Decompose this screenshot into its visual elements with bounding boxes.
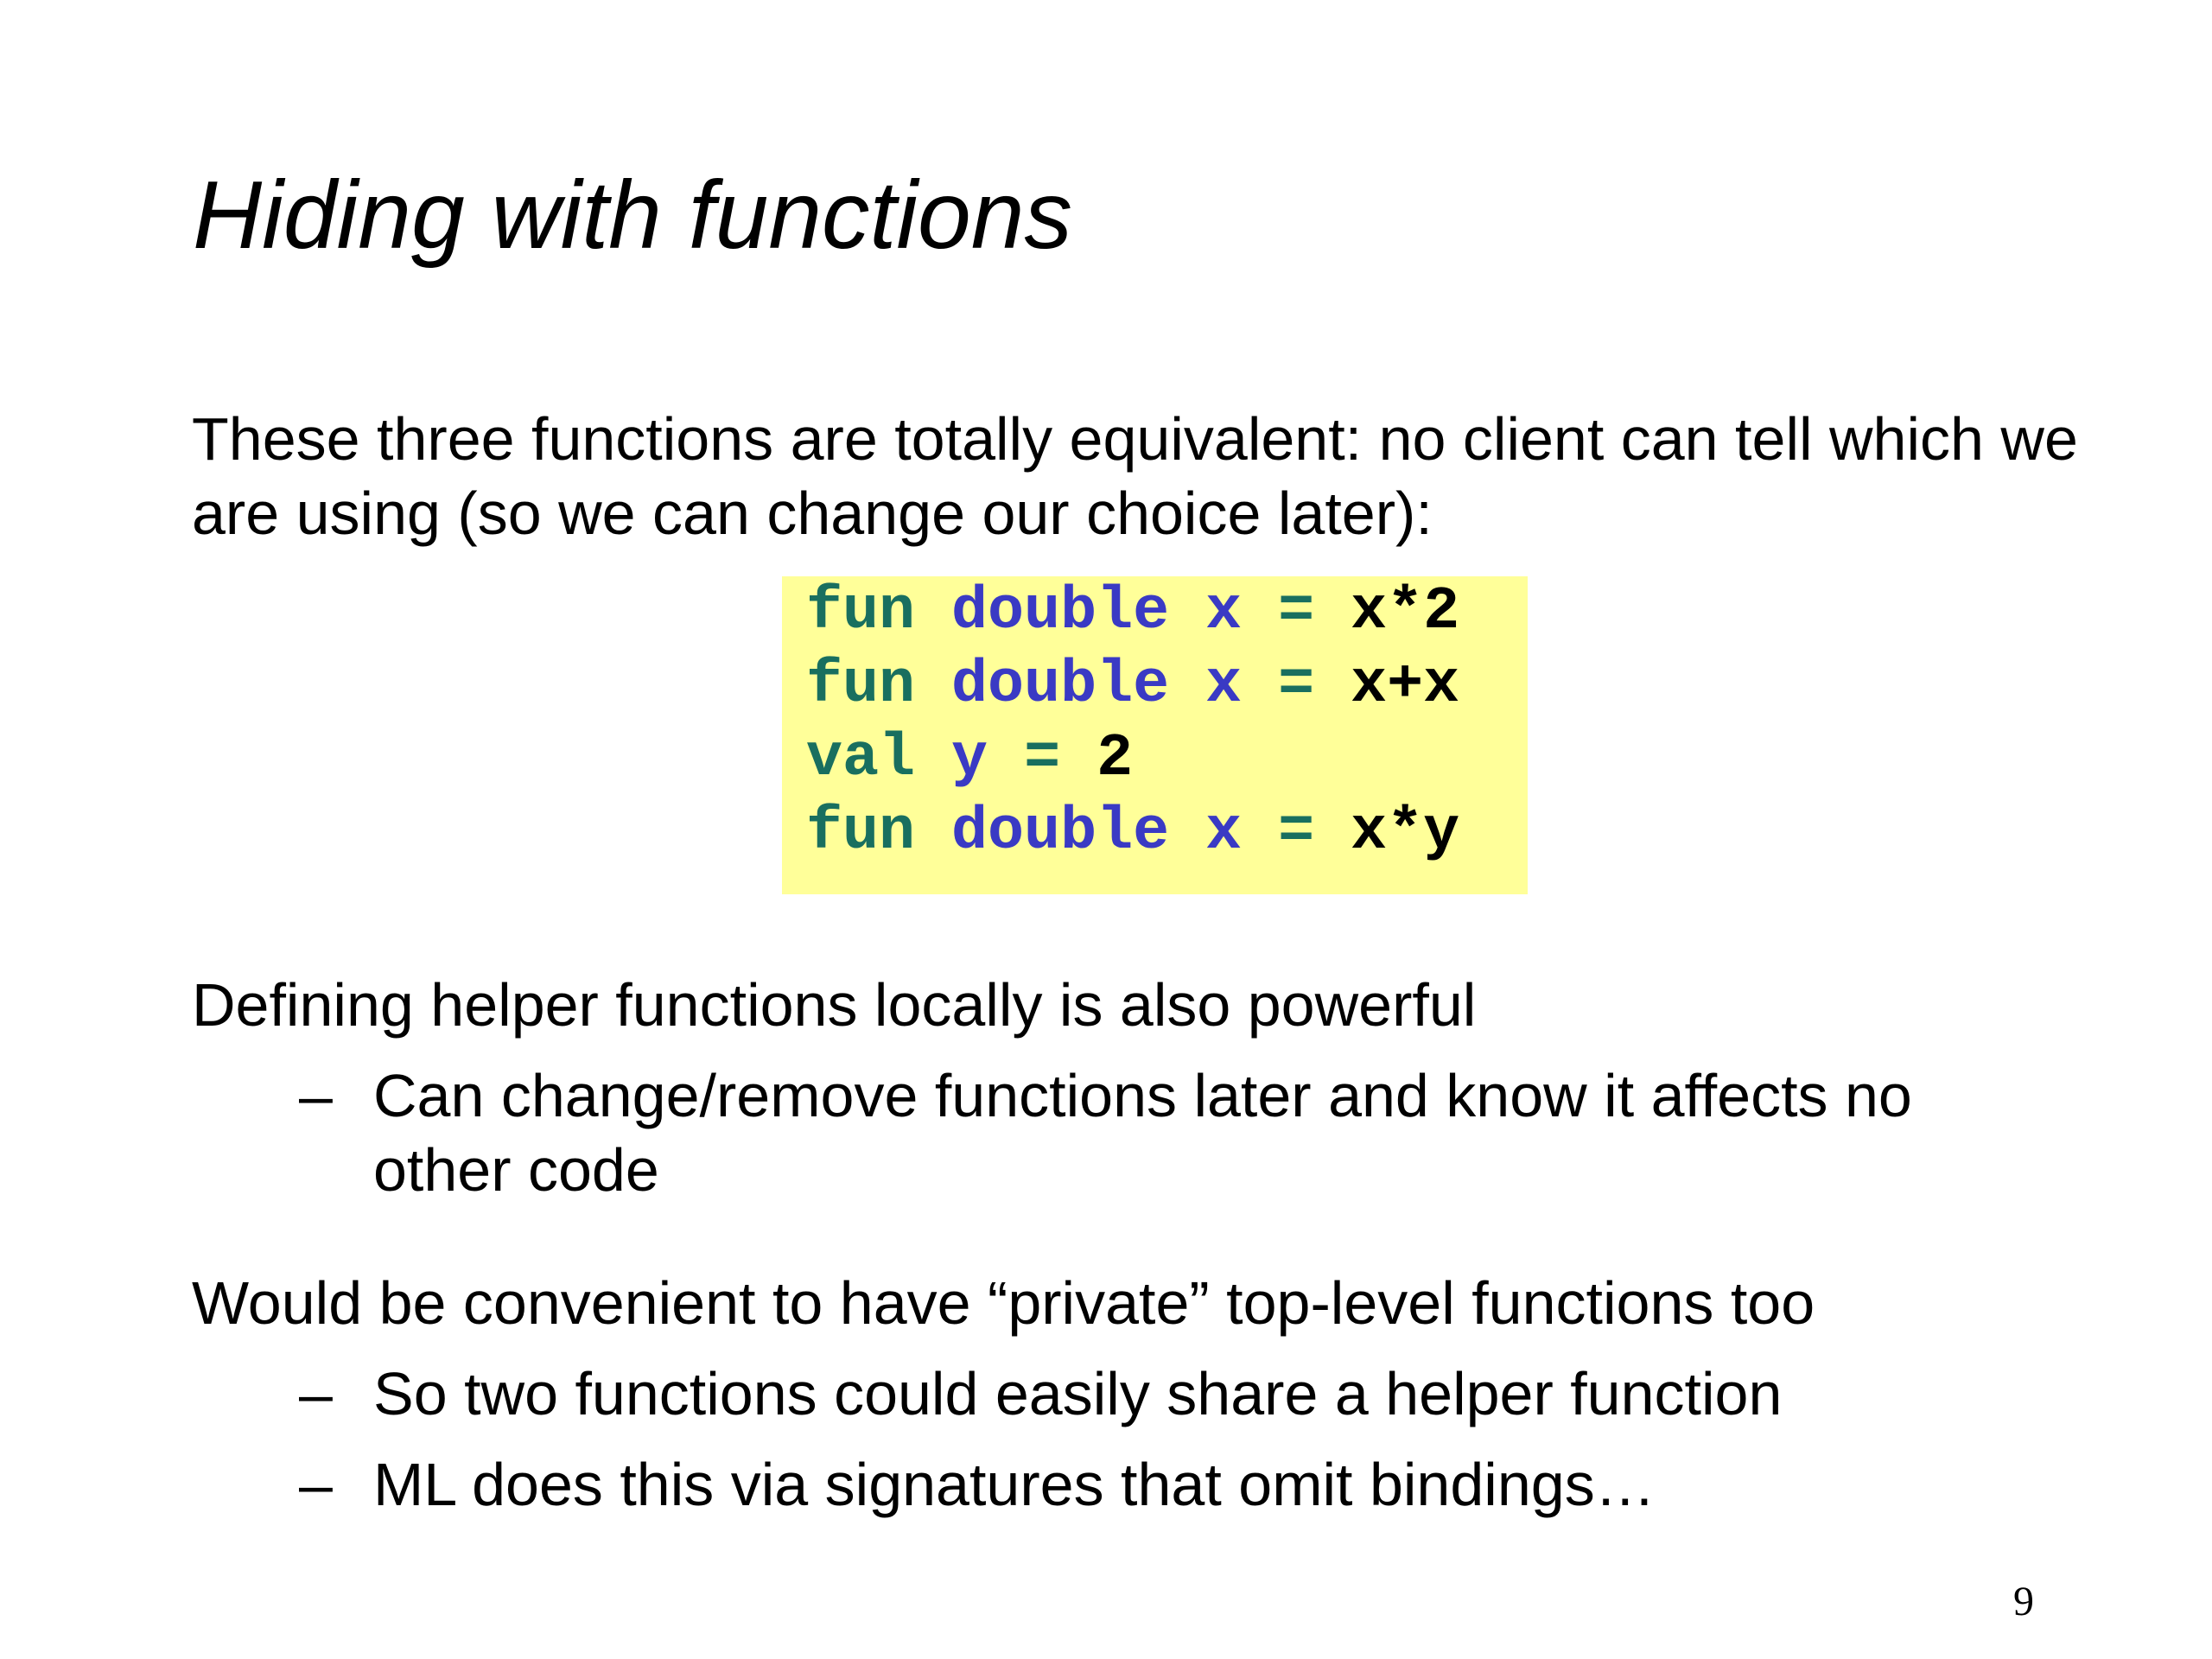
bullet-dash: – bbox=[299, 1062, 333, 1129]
code-keyword: val bbox=[806, 725, 916, 793]
code-argument: x bbox=[1205, 798, 1243, 867]
bullet-dash: – bbox=[299, 1360, 333, 1427]
code-expression: x*2 bbox=[1351, 578, 1460, 646]
code-expression: 2 bbox=[1096, 725, 1134, 793]
code-equals: = bbox=[1278, 798, 1315, 867]
bullet-text: Can change/remove functions later and know it affects no other code bbox=[373, 1062, 1912, 1204]
page-number: 9 bbox=[2013, 1579, 2034, 1624]
code-equals: = bbox=[1278, 652, 1315, 720]
code-line bbox=[806, 723, 1133, 796]
code-line bbox=[806, 650, 1459, 722]
code-argument: x bbox=[1205, 652, 1243, 720]
code-block bbox=[782, 576, 1528, 894]
code-function-name: double bbox=[951, 798, 1170, 867]
code-keyword: fun bbox=[806, 652, 916, 720]
code-expression: x+x bbox=[1351, 652, 1460, 720]
code-variable-name: y bbox=[951, 725, 988, 793]
code-line bbox=[806, 797, 1459, 869]
bullet-item bbox=[299, 1058, 2027, 1207]
slide-title: Hiding with functions bbox=[193, 162, 1073, 269]
helper-paragraph: Defining helper functions locally is also powerful bbox=[192, 971, 1477, 1039]
bullet-dash: – bbox=[299, 1451, 333, 1518]
bullet-text: ML does this via signatures that omit bindings… bbox=[373, 1451, 1656, 1518]
code-argument: x bbox=[1205, 578, 1243, 646]
code-function-name: double bbox=[951, 578, 1170, 646]
code-expression: x*y bbox=[1351, 798, 1460, 867]
code-equals: = bbox=[1024, 725, 1061, 793]
code-keyword: fun bbox=[806, 798, 916, 867]
bullet-item bbox=[299, 1447, 1656, 1522]
code-line bbox=[806, 576, 1459, 649]
bullet-text: So two functions could easily share a helper function bbox=[373, 1360, 1783, 1427]
intro-paragraph: These three functions are totally equivalent: no client can tell which we are using (so we can change our choice later): bbox=[192, 405, 2078, 547]
code-keyword: fun bbox=[806, 578, 916, 646]
private-paragraph: Would be convenient to have “private” top-level functions too bbox=[192, 1269, 1815, 1337]
bullet-item bbox=[299, 1357, 1782, 1431]
code-function-name: double bbox=[951, 652, 1170, 720]
code-equals: = bbox=[1278, 578, 1315, 646]
